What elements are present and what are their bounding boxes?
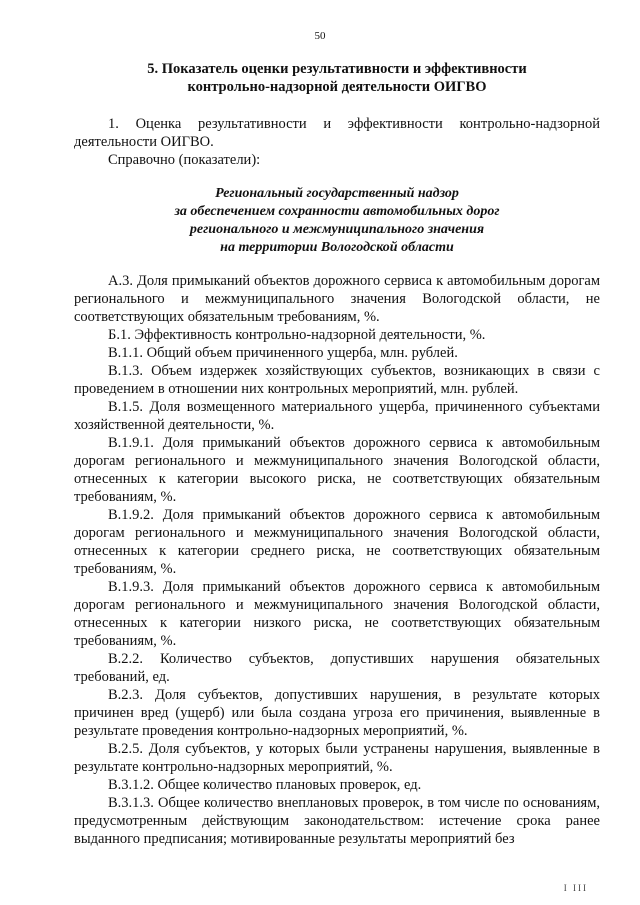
section-title-line: контрольно-надзорной деятельности ОИГВО xyxy=(187,79,487,95)
intro-paragraph: 1. Оценка результативности и эффективности контрольно-надзорной деятельности ОИГВО. xyxy=(74,116,600,150)
subtitle-line: регионального и межмуниципального значения xyxy=(189,222,485,237)
indicator-paragraph: В.3.1.2. Общее количество плановых проверок, ед. xyxy=(108,777,422,793)
intro-paragraph: Справочно (показатели): xyxy=(108,152,261,168)
indicator-paragraph: В.1.1. Общий объем причиненного ущерба, млн. рублей. xyxy=(108,345,458,361)
subtitle-line: Региональный государственный надзор xyxy=(215,186,459,201)
indicator-paragraph: В.2.3. Доля субъектов, допустивших нарушения, в результате которых причинен вред (ущерб) или была создана угроза его причинения, выявленные в результате проведения контрольно-надзорных мероприятий, %. xyxy=(74,687,600,739)
indicator-paragraph: В.1.9.3. Доля примыканий объектов дорожного сервиса к автомобильным дорогам регионального и межмуниципального значения Вологодской области, отнесенных к категории низкого риска, не соответствующих обязательным требованиям, %. xyxy=(74,579,600,649)
subtitle-line: на территории Вологодской области xyxy=(220,240,454,255)
indicator-paragraph: А.3. Доля примыканий объектов дорожного сервиса к автомобильным дорогам регионального и межмуниципального значения Вологодской области, не соответствующих обязательным требованиям, %. xyxy=(74,273,600,325)
subtitle xyxy=(74,185,600,257)
indicator-paragraph: В.1.5. Доля возмещенного материального ущерба, причиненного субъектами хозяйственной деятельности, %. xyxy=(74,399,600,433)
indicator-paragraph: В.2.5. Доля субъектов, у которых были устранены нарушения, выявленные в результате контрольно-надзорных мероприятий, %. xyxy=(74,741,600,775)
indicator-paragraph: В.1.9.1. Доля примыканий объектов дорожного сервиса к автомобильным дорогам регионального и межмуниципального значения Вологодской области, отнесенных к категории высокого риска, не соответствующих обязательным требованиям, %. xyxy=(74,435,600,505)
subtitle-line: за обеспечением сохранности автомобильных дорог xyxy=(174,204,500,219)
indicator-paragraph: В.1.3. Объем издержек хозяйствующих субъектов, возникающих в связи с проведением в отношении них контрольных мероприятий, млн. рублей. xyxy=(74,363,600,397)
section-title xyxy=(74,60,600,96)
indicator-list xyxy=(74,272,600,848)
footer-mark: I III xyxy=(563,883,588,893)
indicator-paragraph: В.2.2. Количество субъектов, допустивших нарушения обязательных требований, ед. xyxy=(74,651,600,685)
indicator-paragraph: В.3.1.3. Общее количество внеплановых проверок, в том числе по основаниям, предусмотренным действующим законодательством: истечение срока ранее выданного предписания; мотивированные результаты мероприятий без xyxy=(74,795,600,847)
intro-block xyxy=(74,115,600,169)
section-title-line: 5. Показатель оценки результативности и эффективности xyxy=(147,61,527,77)
page-number: 50 xyxy=(314,30,326,42)
indicator-paragraph: В.1.9.2. Доля примыканий объектов дорожного сервиса к автомобильным дорогам регионального и межмуниципального значения Вологодской области, отнесенных к категории среднего риска, не соответствующих обязательным требованиям, %. xyxy=(74,507,600,577)
indicator-paragraph: Б.1. Эффективность контрольно-надзорной деятельности, %. xyxy=(108,327,486,343)
